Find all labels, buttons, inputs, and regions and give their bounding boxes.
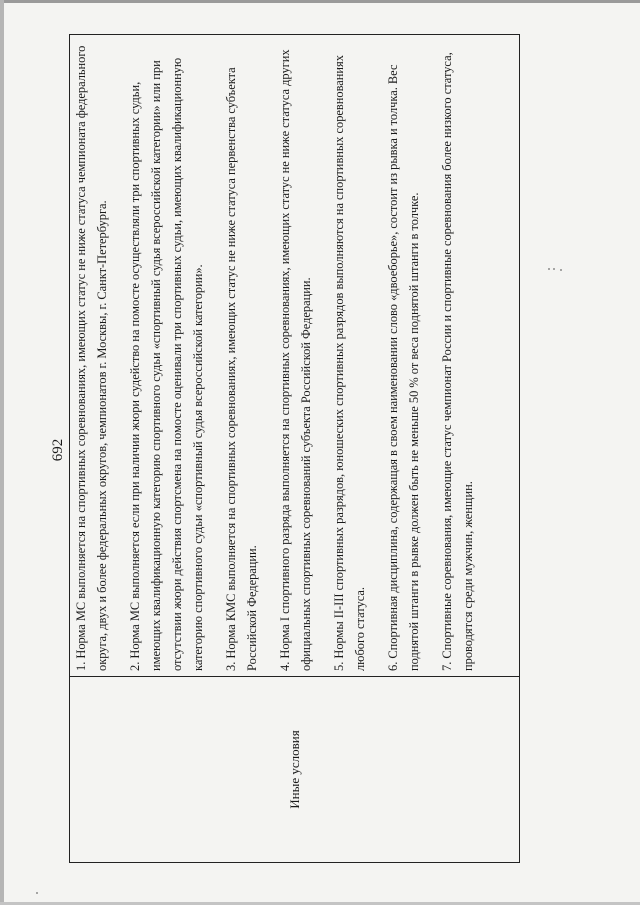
conditions-cell xyxy=(70,35,520,677)
row-label-cell xyxy=(70,677,520,863)
scan-speck xyxy=(36,892,38,894)
scan-speck xyxy=(548,268,550,270)
rotated-document xyxy=(48,32,524,868)
condition-item: 6. Спортивная дисциплина, содержащая в своем наименовании слово «двоеборье», состоит из рывка и толчка. Вес поднятой штанги в рывке должен быть не меньше 50 % от веса поднятой штанги в толчке. xyxy=(386,64,421,671)
conditions-table xyxy=(69,34,520,863)
scan-edge-left xyxy=(0,0,4,905)
condition-item: 1. Норма МС выполняется на спортивных соревнованиях, имеющих статус не ниже статуса чемпионата федерального округа, двух и более федеральных округов, чемпионатов г. Москвы, г. Санкт-Петербурга. xyxy=(74,45,109,671)
condition-item: 2. Норма МС выполняется если при наличии жюри судейство на помосте осуществляли три спортивных судьи, имеющих квалификационную категорию спортивного судьи «спортивный судья всероссийской категории» или при отсутствии жюри действия спортсмена на помосте оценивали три спортивных судьи, имеющих квалификационную категорию спортивного судьи «спортивный судья всероссийской категории». xyxy=(128,57,205,671)
condition-item: 3. Норма КМС выполняется на спортивных соревнованиях, имеющих статус не ниже статуса первенства субъекта Российской Федерации. xyxy=(224,67,259,671)
condition-item: 4. Норма I спортивного разряда выполняется на спортивных соревнованиях, имеющих статус не ниже статуса других официальных спортивных соревнований субъекта Российской Федерации. xyxy=(278,49,313,671)
condition-item: 5. Нормы II-III спортивных разрядов, юношеских спортивных разрядов выполняются на спортивных соревнованиях любого статуса. xyxy=(332,55,367,671)
scan-edge-top xyxy=(0,0,640,3)
row-label: Иные условия xyxy=(286,730,302,809)
condition-item: 7. Спортивные соревнования, имеющие статус чемпионат России и спортивные соревнования более низкого статуса, проводятся среди мужчин, женщин. xyxy=(440,52,475,671)
scan-speck xyxy=(560,269,562,271)
page-number: 692 xyxy=(50,438,66,462)
table-row xyxy=(70,35,520,863)
scan-speck xyxy=(553,268,555,270)
